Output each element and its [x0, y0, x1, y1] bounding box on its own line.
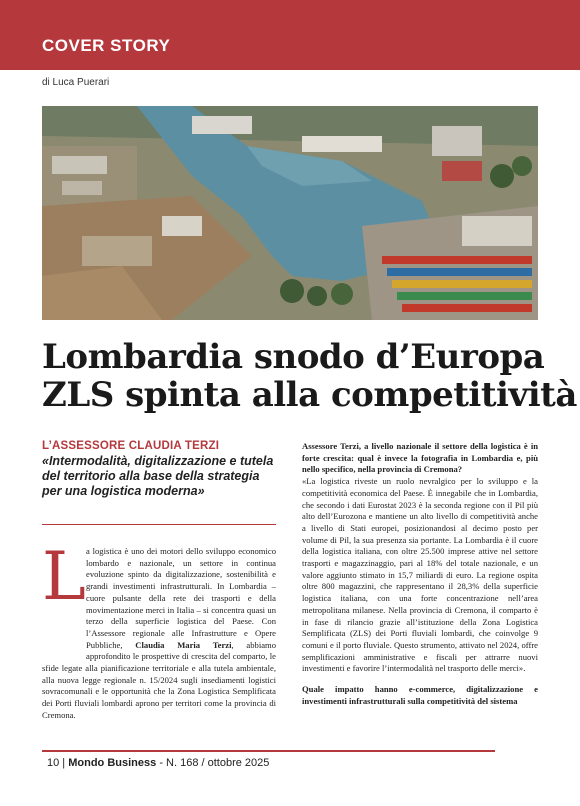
headline-line-1: Lombardia snodo d’Europa — [42, 337, 545, 377]
footer: 10 | Mondo Business - N. 168 / ottobre 2025 — [47, 757, 270, 769]
aerial-port-illustration — [42, 106, 538, 320]
intro-text — [42, 538, 277, 722]
section-title: COVER STORY — [42, 36, 171, 55]
kicker: L’ASSESSORE CLAUDIA TERZI — [42, 440, 220, 452]
answer-1: «La logistica riveste un ruolo nevralgico per lo sviluppo e la competitività economica del Paese. È innegabile che in Lombardia, che secondo i dati Eurostat 2023 è la seconda regione con il Pil più alto dell’Eurozona e mantiene un alto livello di competitività anche a livello di Stati europei, posizionandosi al decimo posto per volume di Pil, la sua presenza sia portante. La Lombardia è il cuore della logistica italiana, con oltre 25.500 imprese attive nel settore trasporti e magazzinaggio, pari al 18% del totale nazionale, e un valore aggiunto stimato in 15,7 miliardi di euro. La regione ospita oltre 800 magazzini, che rappresentano il 28,3% della superficie logistica italiana, con una forte concentrazione nell’area metropolitana milanese. Nella provincia di Cremona, il comparto è in fase di rilancio grazie all’istituzione della Zona Logistica Semplificata (ZLS) dei Porti fluviali lombardi, che coinvolge 9 comuni e il porto fluviale. Questo strumento, attivato nel 2024, offre semplificazioni amministrative e fiscali per attrarre nuovi investimenti e favorire l’intermodalità nel trasporto delle merci». — [302, 476, 538, 674]
intro-box — [42, 440, 276, 499]
subhead: «Intermodalità, digitalizzazione e tutela del territorio alla base della strategia per una logistica moderna» — [42, 454, 274, 498]
question-1: Assessore Terzi, a livello nazionale il settore della logistica è in forte crescita: qual è invece la fotografia in Lombardia e, più nello specifico, nella provincia di Cremona? — [302, 441, 538, 475]
section-banner — [0, 0, 580, 70]
intro-part-1: a logistica è uno dei motori dello sviluppo economico lombardo e nazionale, un settore in continua evoluzione spinto da digitalizzazione, sostenibilità e grandi investimenti infrastrutturali. In Lombardia – cuore pulsante della rete dei trasporti e della movimentazione merci in Italia – si concentra quasi un terzo della superficie logistica del Paese. Con l’Assessore regionale alle Infrastrutture e Opere Pubbliche, — [86, 546, 276, 650]
footer-rule — [42, 750, 495, 752]
intro-name: Claudia Maria Terzi — [135, 639, 232, 650]
dropcap: L — [42, 538, 86, 615]
question-2: Quale impatto hanno e-commerce, digitalizzazione e investimenti infrastrutturali sulla competitività del sistema — [302, 684, 538, 706]
page-number: 10 — [47, 757, 60, 769]
headline-line-2: ZLS spinta alla competitività — [42, 375, 577, 415]
magazine-name: Mondo Business — [68, 757, 157, 769]
issue-info: - N. 168 / ottobre 2025 — [159, 757, 270, 769]
headline — [42, 337, 577, 415]
intro-part-2: , abbiamo approfondito le prospettive di crescita del comparto, le sfide legate alla pianificazione territoriale e alla tutela ambientale, alla nuova legge regionale n. 15/2024 sugli insediamenti logistici sovracomunali e le opportunità che la Zona Logistica Semplificata dei Porti fluviali lombardi aprono per territori come la provincia di Cremona. — [42, 639, 277, 720]
aerial-port-photo — [42, 106, 538, 320]
byline: di Luca Puerari — [42, 77, 110, 88]
interview-column — [302, 441, 538, 707]
divider — [42, 524, 276, 525]
